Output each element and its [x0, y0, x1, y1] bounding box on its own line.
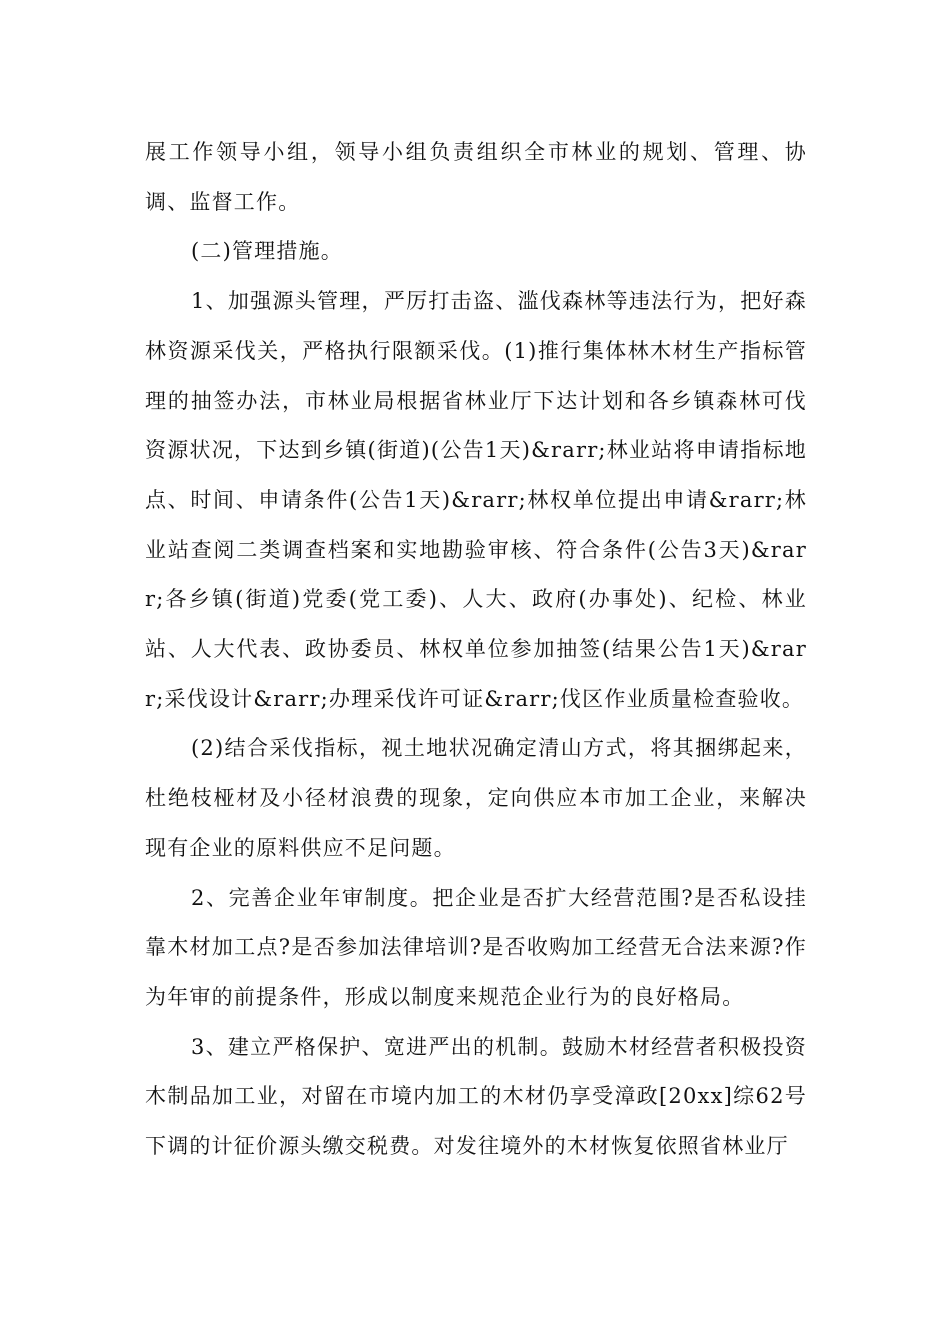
- paragraph-leadership-group: 展工作领导小组，领导小组负责组织全市林业的规划、管理、协调、监督工作。: [145, 140, 807, 214]
- paragraph-source-management: 1、加强源头管理，严厉打击盗、滥伐森林等违法行为，把好森林资源采伐关，严格执行限额采伐。(1)推行集体林木材生产指标管理的抽签办法，市林业局根据省林业厅下达计划和各乡镇森林可伐资源状况，下达到乡镇(街道)(公告1天)&rarr;林业站将申请指标地点、时间、申请条件(公告1天)&rarr;林权单位提出申请&rarr;林业站查阅二类调查档案和实地勘验审核、符合条件(公告3天)&rarr;各乡镇(街道)党委(党工委)、人大、政府(办事处)、纪检、林业站、人大代表、政协委员、林权单位参加抽签(结果公告1天)&rarr;采伐设计&rarr;办理采伐许可证&rarr;伐区作业质量检查验收。: [145, 289, 807, 711]
- document-body: [145, 128, 807, 1172]
- paragraph-logging-quota: (2)结合采伐指标，视土地状况确定清山方式，将其捆绑起来，杜绝枝桠材及小径材浪费的现象，定向供应本市加工企业，来解决现有企业的原料供应不足问题。: [145, 736, 807, 860]
- paragraph-protection-mechanism: 3、建立严格保护、宽进严出的机制。鼓励木材经营者积极投资木制品加工业，对留在市境内加工的木材仍享受漳政[20xx]综62号下调的计征价源头缴交税费。对发往境外的木材恢复依照省林业厅: [145, 1034, 807, 1159]
- paragraph-annual-review: 2、完善企业年审制度。把企业是否扩大经营范围?是否私设挂靠木材加工点?是否参加法律培训?是否收购加工经营无合法来源?作为年审的前提条件，形成以制度来规范企业行为的良好格局。: [145, 885, 807, 1009]
- section-heading-management-measures: (二)管理措施。: [191, 239, 343, 264]
